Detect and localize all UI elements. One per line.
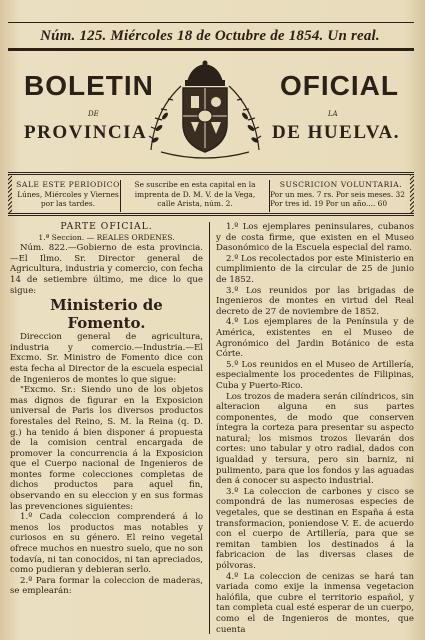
subscription-info-box — [8, 172, 414, 216]
paragraph: "Excmo. Sr.: Siendo uno de los objetos mas dignos de figurar en la Exposicion universal de Paris los diversos productos forestales del Reino, S. M. la Reina (q. D. g.) ha tenido á bien disponer á propuesta de la comision central encargada de promover la concurrencia á la Exposicion que el Cuerpo nacional de Ingenieros de montes forme colecciones completas de dichos productos para aquel fin, observando en su eleccion y en sus formas las prevenciones siguientes: — [10, 385, 203, 512]
pricing-line: Por tres id. 19 Por un año.... 60 — [270, 199, 388, 208]
ministerio-heading: Ministerio de Fomento. — [50, 296, 163, 333]
paragraph: Núm. 822.—Gobierno de esta provincia. —El Ilmo. Sr. Director general de Agricultura, industria y comercio, con fecha 14 de setiembre último, me dice lo que sigue: — [10, 243, 203, 296]
coat-of-arms-icon — [141, 60, 269, 164]
right-column — [216, 222, 414, 635]
schedule-heading: SALE ESTE PERIODICO — [16, 180, 120, 189]
schedule-line: por las tardes. — [40, 199, 96, 208]
left-column — [10, 222, 203, 597]
masthead-la: LA — [328, 110, 338, 118]
pricing-heading: SUSCRICION VOLUNTARIA. — [279, 180, 403, 189]
paragraph: 3.º Los reunidos por las brigadas de Ingenieros de montes en virtud del Real decreto de 27 de noviembre de 1852. — [216, 285, 414, 317]
subscription-line: calle Arista, núm. 2. — [157, 199, 233, 208]
top-rule — [8, 22, 414, 23]
masthead-oficial: OFICIAL — [280, 70, 399, 101]
paragraph: 5.º Los reunidos en el Museo de Artillería, especialmente los procedentes de Filipinas, Cuba y Puerto-Rico. — [216, 359, 414, 391]
paragraph: 1.º Cada coleccion comprenderá á lo menos los productos mas notables y curiosos en su género. El reino vegetal ofrece muchos en nuestro suelo, que no son todavía, ni tan conocidos, ni tan apreciados, como pudieran y debieran serlo. — [10, 512, 203, 576]
paragraph: Los trozos de madera serán cilíndricos, sin alteracion alguna en sus partes componentes, de modo que conserven íntegra la corteza para presentar su aspecto natural; los mismos trozos llevarán dos cortes: uno tabular y otro radial, dados con igualdad y tersura, pero sin barniz, ni pulimento, para que los fondos y las aguadas den á conocer su aspecto industrial. — [216, 391, 414, 487]
schedule-info — [12, 180, 124, 209]
subscription-line: Se suscribe en esta capital en la — [134, 180, 256, 189]
paragraph: 2.º Los recolectados por este Ministerio en cumplimiento de la circular de 25 de junio de 1852. — [216, 253, 414, 285]
pricing-line: Por un mes. 7 rs. Por seis meses. 32 — [270, 189, 405, 199]
section-parte-oficial: PARTE OFICIAL. — [60, 221, 153, 232]
paragraph: 1.º Los ejemplares peninsulares, cubanos y de costa firme, que existen en el Museo Dasonómico de la Escuela especial del ramo. — [216, 222, 414, 254]
pricing-info — [270, 180, 412, 209]
masthead-de: DE — [88, 110, 99, 118]
paragraph: 2.º Para formar la coleccion de maderas, se emplearán: — [10, 575, 203, 597]
masthead-de-huelva: DE HUELVA. — [272, 122, 400, 143]
section-reales-ordenes: 1.ª Seccion. — REALES ORDENES. — [38, 232, 175, 242]
masthead-provincia: PROVINCIA — [24, 122, 148, 143]
paragraph: Direccion general de agricultura, industria y comercio.—Industria.—El Excmo. Sr. Ministro de Fomento dice con esta fecha al Director de la escuela especial de Ingenieros de montes lo que sigue: — [10, 332, 203, 385]
subscription-place-info — [120, 180, 270, 212]
subscription-line: imprenta de D. M. V. de la Vega, — [134, 189, 256, 199]
issue-rule — [8, 48, 414, 51]
paragraph: 3.º La coleccion de carbones y cisco se compondrá de las numerosas especies de vegetales, que se destinan en España á esta transformacion, poniendose V. E. de acuerdo con el cuerpo de Artillería, para que se remitan tambien los destinados á la fabricacion de las diversas clases de pólvoras. — [216, 486, 414, 571]
paragraph: 4.º La coleccion de cenizas se hará tan variada como exije la inmensa vegetacion halófila, que cubre el territorio español, y tan completa cual esté esperar de un cuerpo, como el de Ingenieros de montes, que cuenta — [216, 571, 414, 635]
right-border-ornament — [410, 175, 414, 213]
schedule-line: Lúnes, Miércoles y Viernes — [17, 189, 119, 199]
paragraph: 4.º Los ejemplares de la Península y de América, existentes en el Museo de Agronómico del Jardin Botánico de esta Córte. — [216, 317, 414, 360]
issue-line: Núm. 125. Miércoles 18 de Octubre de 1854. Un real. — [40, 28, 380, 44]
masthead-boletin: BOLETIN — [24, 70, 154, 101]
column-divider — [209, 222, 210, 634]
